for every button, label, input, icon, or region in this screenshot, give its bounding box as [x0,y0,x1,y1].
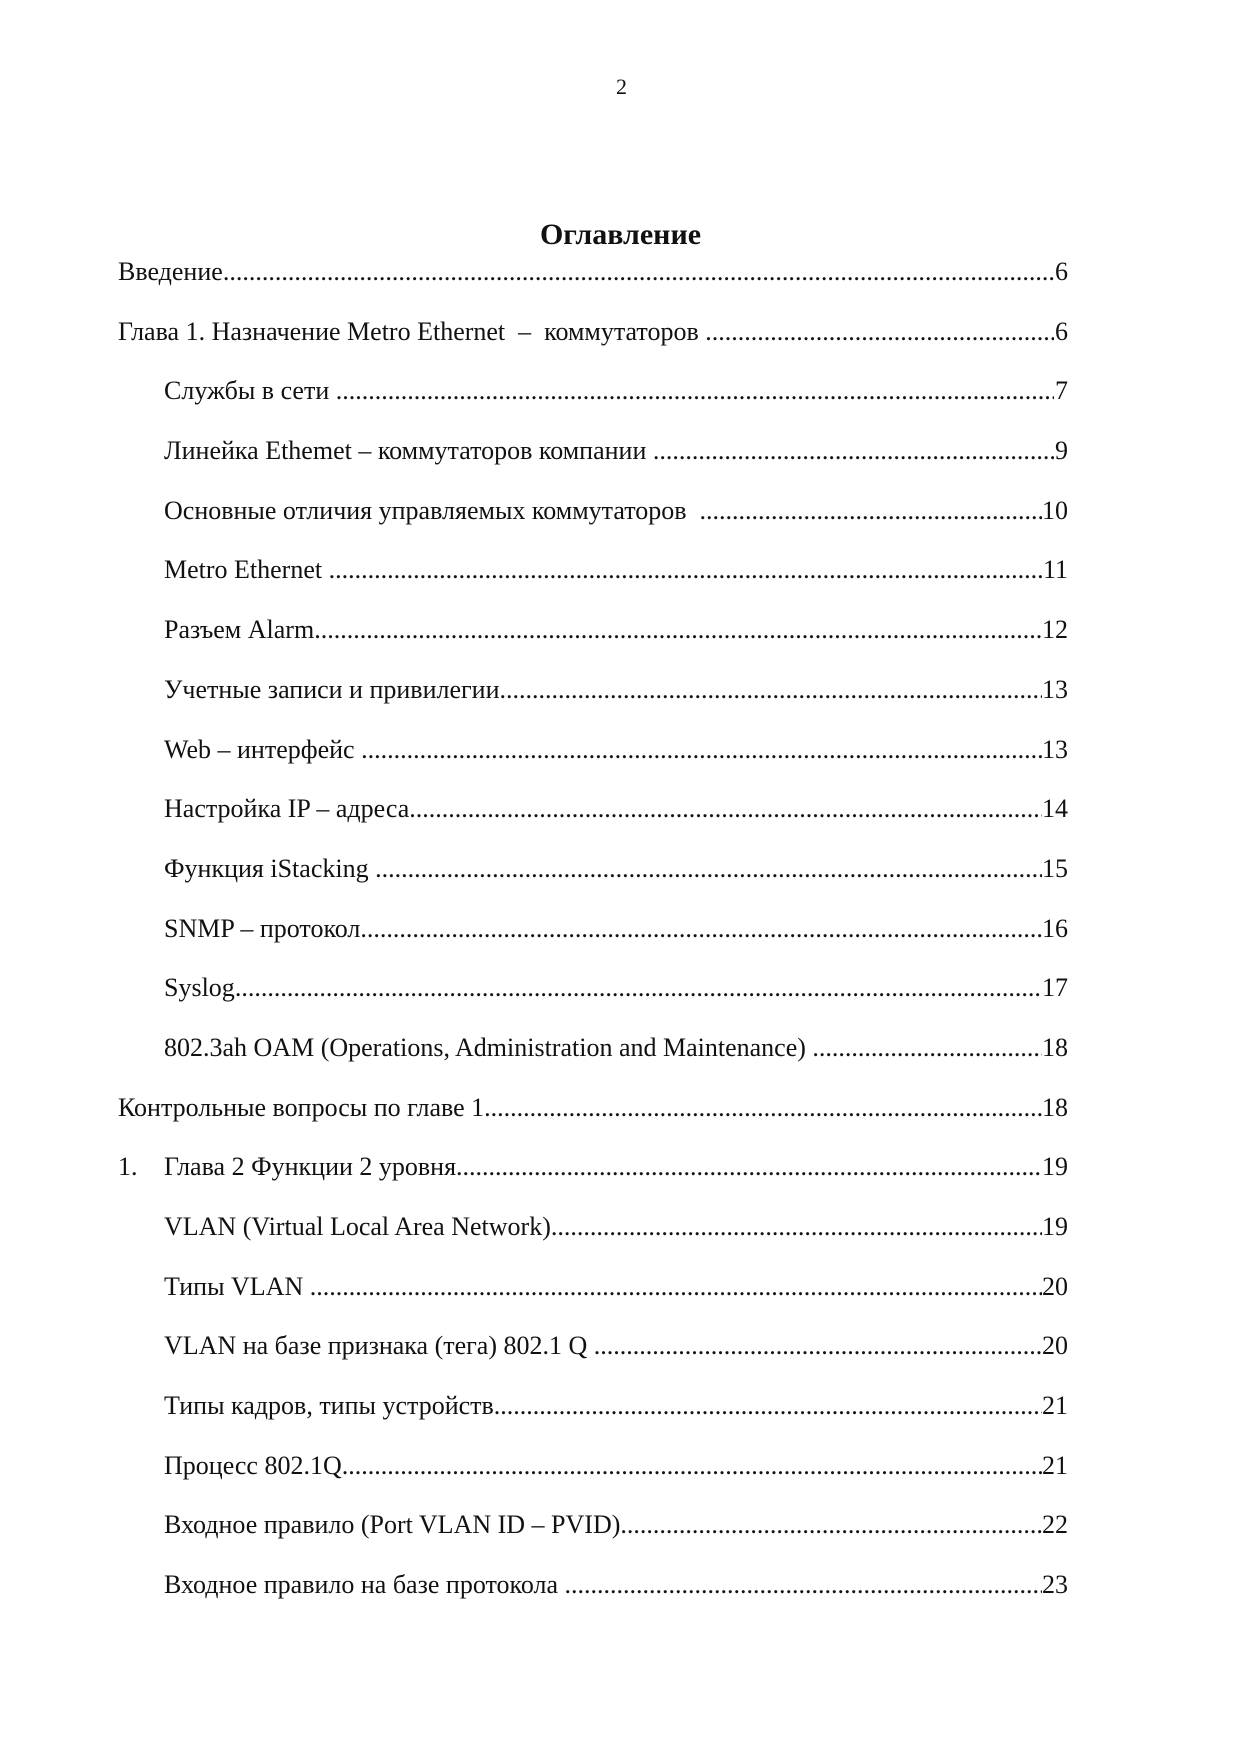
toc-entry[interactable] [118,971,1068,1031]
toc-entry-page: 21 [1042,1450,1068,1480]
page-number: 2 [616,74,625,99]
toc-entry-page: 6 [1055,257,1068,286]
toc-entry-title: Metro Ethernet [164,555,329,585]
toc-dot-leader [620,1508,1042,1542]
toc-entry-number: 1. [118,1152,138,1182]
toc-entry-title: Функция iStacking [164,853,376,883]
toc-dot-leader [653,434,1054,468]
toc-entry[interactable] [118,792,1068,852]
toc-entry-title: Syslog [164,973,235,1003]
toc-entry[interactable] [118,733,1068,793]
toc-entry[interactable] [118,1270,1068,1330]
toc-entry-page: 15 [1042,853,1068,883]
toc-entry-page: 19 [1042,1152,1068,1182]
toc-entry-page: 14 [1042,794,1068,824]
toc-entry-page: 6 [1055,316,1068,346]
toc-entry[interactable] [118,673,1068,733]
toc-entry-page: 19 [1042,1212,1068,1241]
toc-entry[interactable] [118,912,1068,972]
toc-entry-title: Входное правило (Port VLAN ID – PVID) [164,1510,621,1540]
toc-entry-title: Контрольные вопросы по главе 1 [118,1092,485,1122]
toc-dot-leader [360,912,1042,946]
toc-title: Оглавление [539,218,702,251]
toc-dot-leader [329,553,1043,587]
toc-entry-title: Глава 1. Назначение Metro Ethernet – коммутаторов [118,316,706,346]
toc-entry-title: VLAN (Virtual Local Area Network) [164,1212,551,1241]
toc-dot-leader [594,1329,1042,1363]
toc-entry-page: 13 [1042,674,1068,704]
toc-dot-leader [375,852,1042,886]
toc-entry-page: 22 [1042,1510,1068,1540]
toc-dot-leader [235,971,1042,1005]
toc-dot-leader [456,1150,1042,1184]
toc-dot-leader [500,673,1043,707]
toc-entry-title: Разъем Alarm [164,615,315,645]
toc-entry-page: 9 [1055,436,1068,466]
toc-entry[interactable] [118,1449,1068,1509]
toc-dot-leader [551,1210,1042,1244]
toc-entry[interactable] [118,1210,1068,1270]
toc-dot-leader [705,315,1054,349]
toc-entry-page: 7 [1055,376,1068,406]
toc-dot-leader [700,494,1043,528]
toc-entry[interactable] [118,1329,1068,1389]
toc-entry-title: Основные отличия управляемых коммутаторов [164,495,700,525]
toc-entry[interactable] [118,255,1068,315]
toc-entry-title: Web – интерфейс [164,734,362,764]
toc-entry-title: Учетные записи и привилегии [164,674,500,704]
toc-entry-title: Процесс 802.1Q [164,1450,342,1480]
toc-entry-title: 802.3ah OAM (Operations, Administration and Maintenance) [164,1032,813,1062]
toc-entry-page: 20 [1042,1331,1068,1361]
toc-entry-title: Введение [118,257,223,286]
toc-entry-title: Типы VLAN [164,1271,310,1301]
toc-entry[interactable] [118,1568,1068,1628]
toc-entry[interactable] [118,374,1068,434]
toc-dot-leader [565,1568,1043,1602]
toc-dot-leader [314,613,1042,647]
toc-entry-page: 23 [1042,1570,1068,1600]
toc-dot-leader [484,1091,1042,1125]
toc-entry-page: 21 [1042,1391,1068,1421]
toc-dot-leader [342,1449,1042,1483]
toc-entry-page: 16 [1042,913,1068,943]
toc-dot-leader [361,733,1042,767]
toc-entry-page: 17 [1042,973,1068,1003]
toc-entry[interactable] [118,1389,1068,1449]
toc-entry-page: 12 [1042,615,1068,645]
toc-entry[interactable] [118,434,1068,494]
toc-entry-title: SNMP – протокол [164,913,361,943]
toc-entry-page: 11 [1042,555,1068,585]
toc-entry[interactable] [118,852,1068,912]
toc-entry-title: Настройка IP – адреса [164,794,410,824]
toc-entry-page: 10 [1042,495,1068,525]
toc-entry[interactable] [118,1508,1068,1568]
toc-dot-leader [336,374,1054,408]
toc-entry[interactable] [118,553,1068,613]
toc-entry-title: Службы в сети [164,376,336,406]
toc-entry-page: 18 [1042,1092,1068,1122]
toc-dot-leader [812,1031,1042,1065]
toc-entry[interactable] [118,315,1068,375]
toc-entry-page: 20 [1042,1271,1068,1301]
toc-list [118,255,1068,1628]
toc-dot-leader [409,792,1042,826]
toc-entry-title: Входное правило на базе протокола [164,1570,565,1600]
toc-entry-title: Типы кадров, типы устройств [164,1391,494,1421]
toc-entry[interactable] [118,1150,1068,1210]
toc-dot-leader [310,1270,1042,1304]
toc-entry[interactable] [118,1091,1068,1151]
toc-dot-leader [494,1389,1042,1423]
toc-entry[interactable] [118,1031,1068,1091]
toc-entry-page: 13 [1042,734,1068,764]
toc-entry-page: 18 [1042,1032,1068,1062]
toc-entry-title: Глава 2 Функции 2 уровня [164,1152,457,1182]
toc-entry-title: VLAN на базе признака (тега) 802.1 Q [164,1331,594,1361]
toc-entry[interactable] [118,613,1068,673]
toc-entry-title: Линейка Ethemet – коммутаторов компании [164,436,653,466]
toc-entry[interactable] [118,494,1068,554]
toc-dot-leader [223,255,1054,289]
